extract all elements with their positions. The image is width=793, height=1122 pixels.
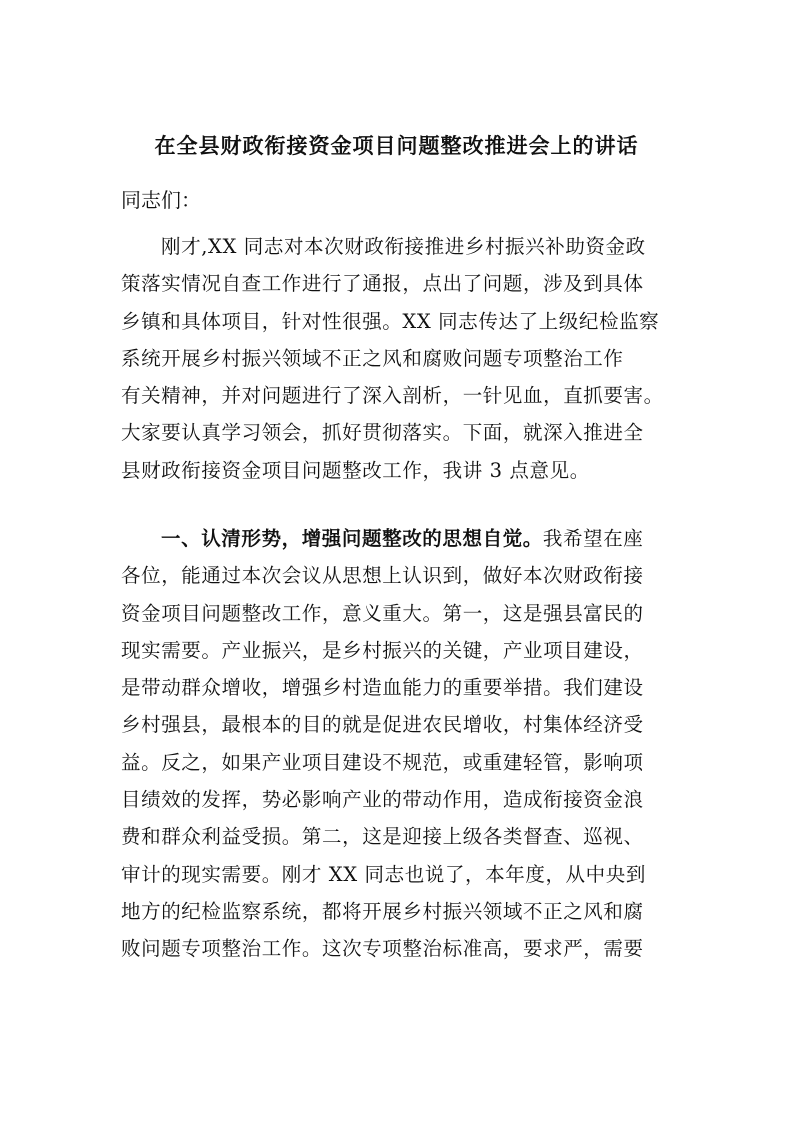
paragraph-line: 县财政衔接资金项目问题整改工作，我讲 3 点意见。	[121, 458, 590, 482]
paragraph-line: 现实需要。产业振兴，是乡村振兴的关键，产业项目建设，	[121, 638, 644, 662]
paragraph-intro	[121, 228, 673, 489]
document-title: 在全县财政衔接资金项目问题整改推进会上的讲话	[154, 133, 639, 158]
paragraph-section-one	[121, 520, 673, 968]
paragraph-line	[121, 520, 673, 557]
paragraph-line: 审计的现实需要。刚才 XX 同志也说了，本年度，从中央到	[121, 862, 646, 886]
paragraph-line: 系统开展乡村振兴领域不正之风和腐败问题专项整治工作	[121, 346, 624, 370]
paragraph-line: 是带动群众增收，增强乡村造血能力的重要举措。我们建设	[121, 676, 644, 700]
paragraph-line: 资金项目问题整改工作，意义重大。第一，这是强县富民的	[121, 601, 644, 625]
salutation: 同志们：	[121, 188, 201, 212]
section-heading-rest: 我希望在座	[542, 527, 644, 550]
section-heading: 一、认清形势，增强问题整改的思想自觉。	[161, 527, 543, 550]
paragraph-line: 乡村强县，最根本的目的就是促进农民增收，村集体经济受	[121, 713, 644, 737]
paragraph-line: 益。反之，如果产业项目建设不规范，或重建轻管，影响项	[121, 750, 644, 774]
paragraph-line: 刚才,XX 同志对本次财政衔接推进乡村振兴补助资金政	[161, 235, 646, 258]
paragraph-line: 有关精神，并对问题进行了深入剖析，一针见血，直抓要害。	[121, 384, 664, 408]
paragraph-line: 乡镇和具体项目，针对性很强。XX 同志传达了上级纪检监察	[121, 309, 660, 333]
paragraph-line: 大家要认真学习领会，抓好贯彻落实。下面，就深入推进全	[121, 421, 644, 445]
paragraph-line: 策落实情况自查工作进行了通报，点出了问题，涉及到具体	[121, 272, 644, 296]
paragraph-line: 费和群众利益受损。第二，这是迎接上级各类督查、巡视、	[121, 825, 644, 849]
paragraph-line: 各位，能通过本次会议从思想上认识到，做好本次财政衔接	[121, 564, 644, 588]
paragraph-line: 败问题专项整治工作。这次专项整治标准高，要求严，需要	[121, 937, 644, 961]
paragraph-line: 目绩效的发挥，势必影响产业的带动作用，造成衔接资金浪	[121, 788, 644, 812]
paragraph-line: 地方的纪检监察系统，都将开展乡村振兴领域不正之风和腐	[121, 899, 644, 923]
